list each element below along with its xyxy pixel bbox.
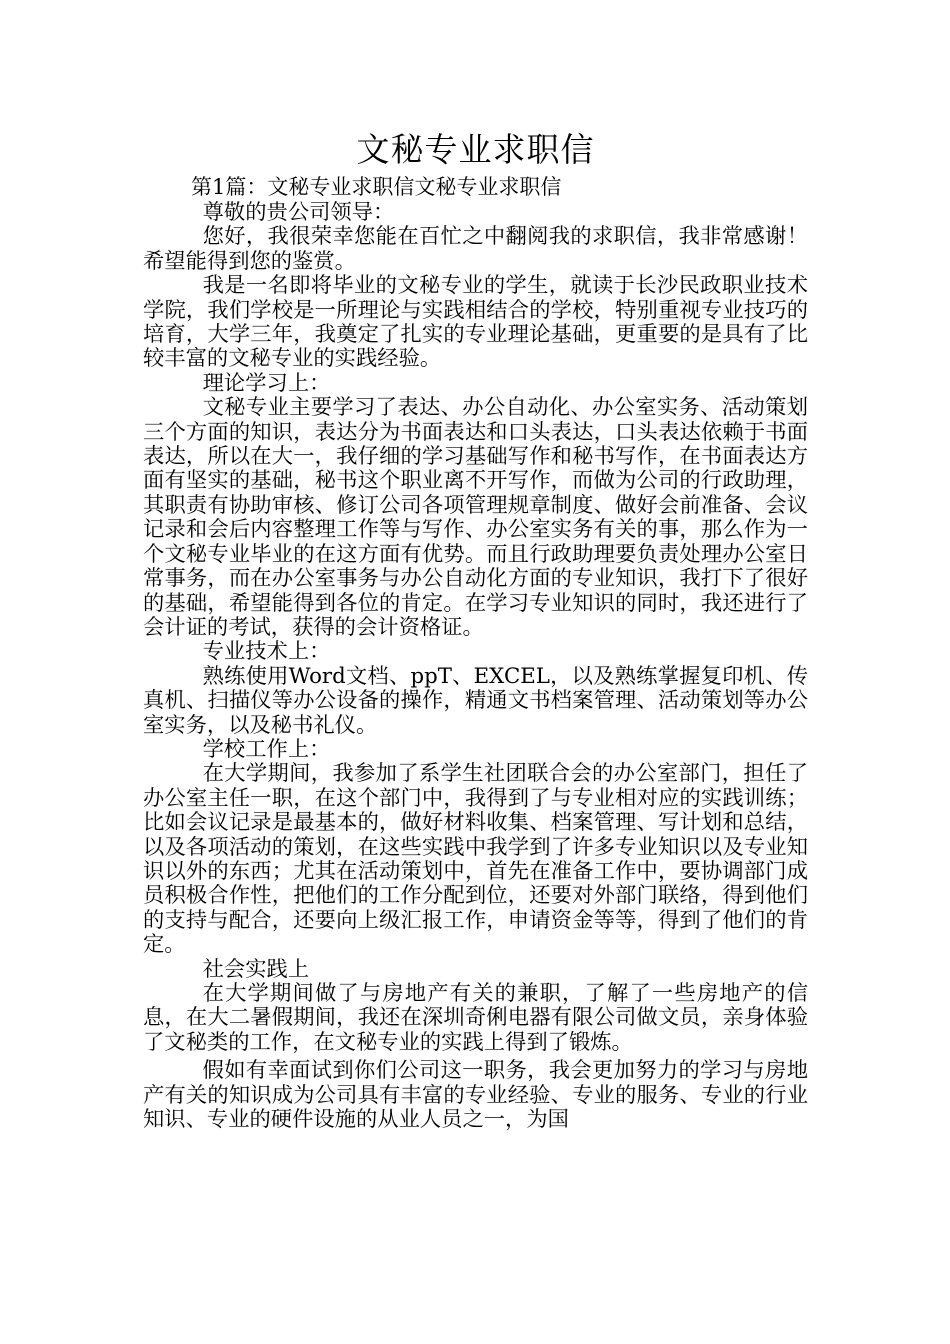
document-subtitle: 第1篇：文秘专业求职信文秘专业求职信 (191, 175, 562, 199)
paragraph-social: 在大学期间做了与房地产有关的兼职，了解了一些房地产的信息，在大二暑假期间，我还在深圳奇俐电器有限公司做文员，亲身体验了文秘类的工作，在文秘专业的实践上得到了锻炼。 (143, 981, 808, 1055)
heading-social: 社会实践上 (202, 956, 310, 982)
paragraph-introduction: 我是一名即将毕业的文秘专业的学生，就读于长沙民政职业技术学院，我们学校是一所理论与实践相结合的学校，特别重视专业技巧的培育，大学三年，我奠定了扎实的专业理论基础，更重要的是具有了比较丰富的文秘专业的实践经验。 (143, 273, 808, 372)
paragraph-theory: 文秘专业主要学习了表达、办公自动化、办公室实务、活动策划三个方面的知识，表达分为书面表达和口头表达，口头表达依赖于书面表达，所以在大一，我仔细的学习基础写作和秘书写作，在书面表达方面有坚实的基础，秘书这个职业离不开写作，而做为公司的行政助理，其职责有协助审核、修订公司各项管理规章制度、做好会前准备、会议记录和会后内容整理工作等与写作、办公室实务有关的事，那么作为一个文秘专业毕业的在这方面有优势。而且行政助理要负责处理办公室日常事务，而在办公室事务与办公自动化方面的专业知识，我打下了很好的基础，希望能得到各位的肯定。在学习专业知识的同时，我还进行了会计证的考试，获得的会计资格证。 (143, 395, 808, 640)
salutation: 尊敬的贵公司领导： (202, 200, 395, 225)
document-title: 文秘专业求职信 (356, 130, 595, 169)
paragraph-closing: 假如有幸面试到你们公司这一职务，我会更加努力的学习与房地产有关的知识成为公司具有丰富的专业经验、专业的服务、专业的行业知识、专业的硬件设施的从业人员之一，为国 (143, 1058, 808, 1133)
paragraph-greeting: 您好，我很荣幸您能在百忙之中翻阅我的求职信，我非常感谢！希望能得到您的鉴赏。 (143, 224, 808, 274)
heading-theory: 理论学习上： (202, 370, 331, 396)
paragraph-tech: 熟练使用Word文档、ppT、EXCEL，以及熟练掌握复印机、传真机、扫描仪等办公设备的操作，精通文书档案管理、活动策划等办公室实务，以及秘书礼仪。 (143, 663, 808, 738)
heading-tech: 专业技术上： (202, 639, 331, 665)
paragraph-school: 在大学期间，我参加了系学生社团联合会的办公室部门，担任了办公室主任一职，在这个部门中，我得到了与专业相对应的实践训练；比如会议记录是最基本的，做好材料收集、档案管理、写计划和总结，以及各项活动的策划，在这些实践中我学到了许多专业知识以及专业知识以外的东西；尤其在活动策划中，首先在准备工作中，要协调部门成员积极合作性，把他们的工作分配到位，还要对外部门联络，得到他们的支持与配合，还要向上级汇报工作，申请资金等等，得到了他们的肯定。 (143, 761, 808, 958)
document-page (143, 128, 808, 1132)
heading-school: 学校工作上： (202, 736, 331, 762)
